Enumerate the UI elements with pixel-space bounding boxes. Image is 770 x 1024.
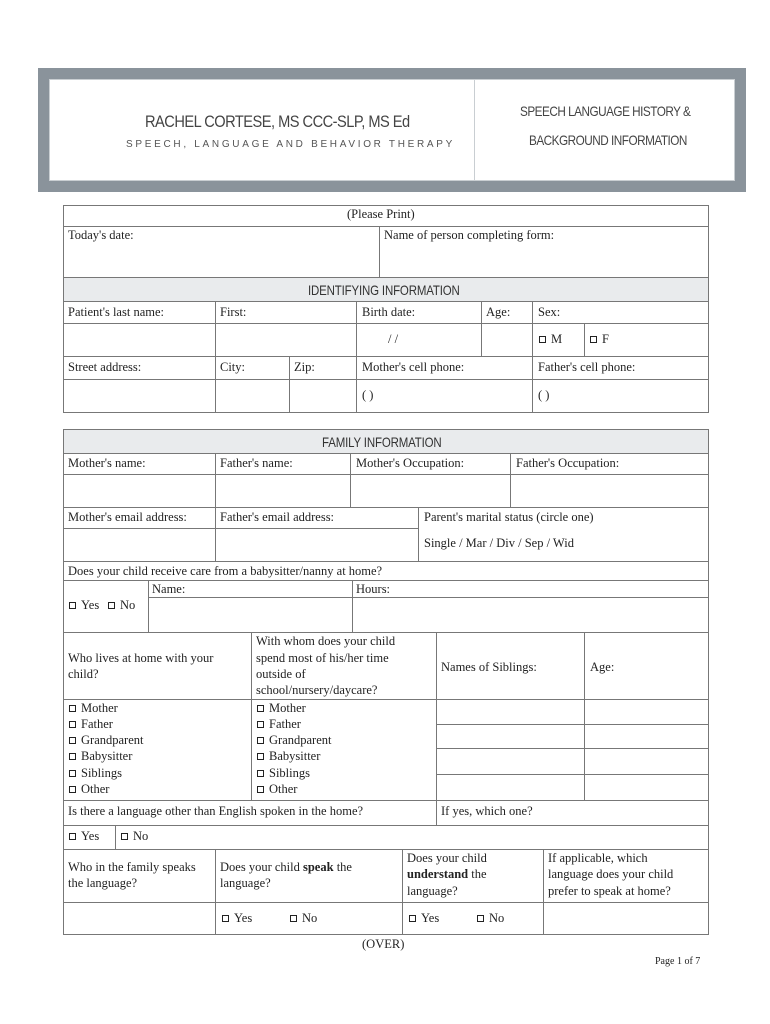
spend-siblings-option[interactable]: Siblings: [257, 766, 310, 781]
checkbox-icon: [290, 915, 297, 922]
who-speaks-label-2: the language?: [68, 876, 138, 890]
first-name-field[interactable]: [216, 324, 355, 355]
babysitter-hours-label: Hours:: [356, 582, 391, 596]
last-name-field[interactable]: [64, 324, 214, 355]
speak-yes-option[interactable]: Yes: [222, 911, 252, 926]
lives-other-option[interactable]: Other: [69, 782, 109, 797]
babysitter-yes-option[interactable]: Yes: [69, 598, 99, 613]
checkbox-icon: [69, 770, 76, 777]
father-phone-label: Father's cell phone:: [538, 360, 636, 374]
whom-spend-label-2: spend most of his/her time: [256, 651, 389, 665]
sex-m-option[interactable]: M: [539, 332, 562, 347]
spend-father-option[interactable]: Father: [257, 717, 301, 732]
child-understand-label-2: understand the: [407, 867, 487, 881]
who-speaks-label-1: Who in the family speaks: [68, 860, 196, 874]
identifying-heading: IDENTIFYING INFORMATION: [308, 282, 460, 298]
mother-name-field[interactable]: [64, 475, 214, 506]
birth-date-field[interactable]: / /: [388, 332, 399, 346]
mother-email-label: Mother's email address:: [68, 510, 187, 524]
last-name-label: Patient's last name:: [68, 305, 164, 319]
father-occupation-label: Father's Occupation:: [516, 456, 620, 470]
lives-siblings-option[interactable]: Siblings: [69, 766, 122, 781]
speak-no-option[interactable]: No: [290, 911, 317, 926]
prefer-language-field[interactable]: [544, 903, 707, 933]
understand-no-option[interactable]: No: [477, 911, 504, 926]
which-language-field[interactable]: [437, 826, 707, 848]
child-speak-label-2: language?: [220, 876, 271, 890]
father-email-label: Father's email address:: [220, 510, 335, 524]
who-speaks-field[interactable]: [64, 903, 214, 933]
whom-spend-label-1: With whom does your child: [256, 634, 396, 648]
child-understand-label-3: language?: [407, 884, 458, 898]
prefer-language-label-3: prefer to speak at home?: [548, 884, 671, 898]
todays-date-field[interactable]: [64, 244, 378, 276]
checkbox-icon: [257, 753, 264, 760]
lives-father-option[interactable]: Father: [69, 717, 113, 732]
checkbox-icon: [108, 602, 115, 609]
checkbox-icon: [69, 786, 76, 793]
header-divider: [474, 79, 475, 181]
street-field[interactable]: [64, 380, 214, 411]
sex-label: Sex:: [538, 305, 561, 319]
who-lives-label-1: Who lives at home with your: [68, 651, 214, 665]
father-name-label: Father's name:: [220, 456, 293, 470]
other-language-question: Is there a language other than English spoken in the home?: [68, 804, 364, 818]
babysitter-question: Does your child receive care from a babysitter/nanny at home?: [68, 564, 383, 578]
whom-spend-label-3: outside of: [256, 667, 306, 681]
lives-babysitter-option[interactable]: Babysitter: [69, 749, 132, 764]
language-no-option[interactable]: No: [121, 829, 148, 844]
practice-subtitle: SPEECH, LANGUAGE AND BEHAVIOR THERAPY: [126, 139, 456, 150]
first-name-label: First:: [220, 305, 247, 319]
checkbox-icon: [69, 833, 76, 840]
checkbox-icon: [590, 336, 597, 343]
mother-phone-label: Mother's cell phone:: [362, 360, 465, 374]
zip-label: Zip:: [294, 360, 315, 374]
marital-status-options[interactable]: Single / Mar / Div / Sep / Wid: [424, 536, 574, 550]
which-language-label: If yes, which one?: [441, 804, 533, 818]
spend-grandparent-option[interactable]: Grandparent: [257, 733, 331, 748]
checkbox-icon: [121, 833, 128, 840]
checkbox-icon: [539, 336, 546, 343]
mother-email-field[interactable]: [64, 529, 214, 560]
mother-name-label: Mother's name:: [68, 456, 146, 470]
checkbox-icon: [222, 915, 229, 922]
over-note: (OVER): [362, 937, 405, 951]
prefer-language-label-2: language does your child: [548, 867, 674, 881]
understand-yes-option[interactable]: Yes: [409, 911, 439, 926]
zip-field[interactable]: [290, 380, 355, 411]
mother-occupation-field[interactable]: [351, 475, 509, 506]
language-yes-option[interactable]: Yes: [69, 829, 99, 844]
checkbox-icon: [477, 915, 484, 922]
form-title-line2: BACKGROUND INFORMATION: [529, 132, 687, 148]
siblings-label: Names of Siblings:: [441, 660, 537, 674]
todays-date-label: Today's date:: [68, 228, 134, 242]
city-label: City:: [220, 360, 246, 374]
father-name-field[interactable]: [216, 475, 349, 506]
spend-babysitter-option[interactable]: Babysitter: [257, 749, 320, 764]
child-understand-label-1: Does your child: [407, 851, 487, 865]
father-email-field[interactable]: [216, 529, 417, 560]
spend-other-option[interactable]: Other: [257, 782, 297, 797]
checkbox-icon: [409, 915, 416, 922]
lives-grandparent-option[interactable]: Grandparent: [69, 733, 143, 748]
mother-phone-field[interactable]: ( ): [362, 388, 374, 402]
whom-spend-label-4: school/nursery/daycare?: [256, 683, 378, 697]
checkbox-icon: [257, 705, 264, 712]
checkbox-icon: [69, 602, 76, 609]
babysitter-name-label: Name:: [152, 582, 186, 596]
babysitter-hours-field[interactable]: [353, 598, 707, 631]
completing-person-field[interactable]: [380, 244, 707, 276]
prefer-language-label-1: If applicable, which: [548, 851, 648, 865]
checkbox-icon: [69, 721, 76, 728]
checkbox-icon: [257, 786, 264, 793]
checkbox-icon: [69, 705, 76, 712]
please-print-note: (Please Print): [347, 207, 415, 221]
sex-f-option[interactable]: F: [590, 332, 609, 347]
lives-mother-option[interactable]: Mother: [69, 701, 118, 716]
page-number: Page 1 of 7: [655, 956, 701, 967]
child-speak-label-1: Does your child speak the: [220, 860, 352, 874]
father-occupation-field[interactable]: [511, 475, 707, 506]
street-label: Street address:: [68, 360, 142, 374]
sibling-age-label: Age:: [590, 660, 615, 674]
form-title-line1: SPEECH LANGUAGE HISTORY &: [520, 103, 691, 119]
family-heading: FAMILY INFORMATION: [322, 434, 442, 450]
city-field[interactable]: [216, 380, 288, 411]
birth-date-label: Birth date:: [362, 305, 416, 319]
checkbox-icon: [257, 721, 264, 728]
age-label: Age:: [486, 305, 511, 319]
checkbox-icon: [69, 737, 76, 744]
checkbox-icon: [69, 753, 76, 760]
sibling-ages-field[interactable]: [585, 700, 707, 799]
who-lives-label-2: child?: [68, 667, 99, 681]
spend-mother-option[interactable]: Mother: [257, 701, 306, 716]
babysitter-no-option[interactable]: No: [108, 598, 135, 613]
completing-person-label: Name of person completing form:: [384, 228, 555, 242]
mother-occupation-label: Mother's Occupation:: [356, 456, 465, 470]
babysitter-name-field[interactable]: [149, 598, 351, 631]
practitioner-name: RACHEL CORTESE, MS CCC-SLP, MS Ed: [145, 112, 410, 131]
marital-status-label: Parent's marital status (circle one): [424, 510, 594, 524]
age-field[interactable]: [482, 324, 531, 355]
checkbox-icon: [257, 737, 264, 744]
sibling-names-field[interactable]: [437, 700, 583, 799]
checkbox-icon: [257, 770, 264, 777]
father-phone-field[interactable]: ( ): [538, 388, 550, 402]
